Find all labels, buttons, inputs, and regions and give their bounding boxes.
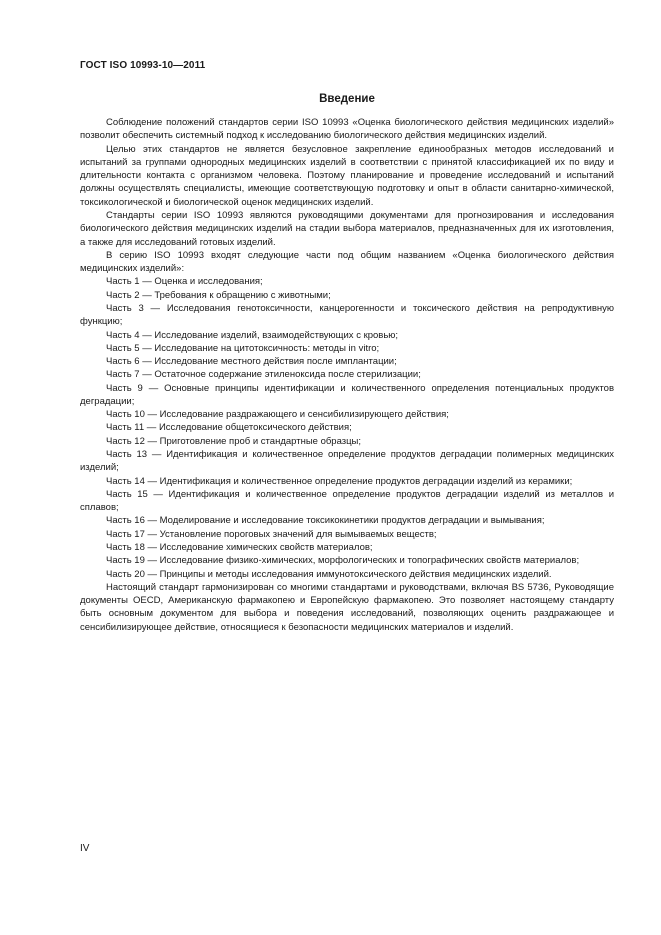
paragraph: Часть 4 — Исследование изделий, взаимодействующих с кровью; xyxy=(106,329,399,341)
paragraph: Настоящий стандарт гармонизирован со многими стандартами и руководствами, включая BS 5736, Руководящие документы OECD, Американскую фармакопею и Европейскую фармакопею. Это позволяет настоящему стандарту быть основным документом для выбора и поведения исследований, позволяющих оценить раздражающее и сенсибилизирующее действие, относящиеся к безопасности медицинских материалов и изделий. xyxy=(80,581,614,633)
paragraph: Часть 13 — Идентификация и количественное определение продуктов деградации полимерных медицинских изделий; xyxy=(80,449,614,474)
paragraph: Часть 2 — Требования к обращению с животными; xyxy=(106,289,331,301)
body-text xyxy=(80,116,614,634)
paragraph: Часть 19 — Исследование физико-химических, морфологических и топографических свойств материалов; xyxy=(106,555,580,567)
paragraph: Часть 11 — Исследование общетоксического действия; xyxy=(106,422,352,434)
paragraph: Часть 9 — Основные принципы идентификации и количественного определения потенциальных продуктов деградации; xyxy=(80,382,614,407)
paragraph: Часть 10 — Исследование раздражающего и сенсибилизирующего действия; xyxy=(106,409,449,421)
paragraph: Часть 7 — Остаточное содержание этиленоксида после стерилизации; xyxy=(106,369,421,381)
document-header: ГОСТ ISO 10993-10—2011 xyxy=(80,60,206,71)
paragraph: Часть 16 — Моделирование и исследование токсикокинетики продуктов деградации и вымывания; xyxy=(106,515,545,527)
paragraph: Часть 18 — Исследование химических свойств материалов; xyxy=(106,542,373,553)
section-title: Введение xyxy=(319,93,375,105)
paragraph: Соблюдение положений стандартов серии ISO 10993 «Оценка биологического действия медицинских изделий» позволит обеспечить системный подход к исследованию биологического действия медицинских изделий. xyxy=(80,117,614,142)
paragraph: В серию ISO 10993 входят следующие части под общим названием «Оценка биологического действия медицинских изделий»: xyxy=(80,249,614,275)
paragraph: Часть 15 — Идентификация и количественное определение продуктов деградации изделий из металлов и сплавов; xyxy=(80,488,614,514)
paragraph: Часть 14 — Идентификация и количественное определение продуктов деградации изделий из керамики; xyxy=(106,475,573,487)
paragraph: Часть 12 — Приготовление проб и стандартные образцы; xyxy=(106,435,362,447)
paragraph: Часть 17 — Установление пороговых значений для вымываемых веществ; xyxy=(106,528,437,540)
paragraph: Часть 6 — Исследование местного действия после имплантации; xyxy=(106,356,397,368)
paragraph: Стандарты серии ISO 10993 являются руководящими документами для прогнозирования и исследования биологического действия медицинских изделий на стадии выбора материалов, предназначенных для их изготовления, а также для исследований готовых изделий. xyxy=(80,209,614,248)
page-number: IV xyxy=(80,843,90,854)
paragraph: Часть 5 — Исследование на цитотоксичность: методы in vitro; xyxy=(106,342,380,354)
paragraph: Часть 1 — Оценка и исследования; xyxy=(106,276,263,288)
paragraph: Целью этих стандартов не является безусловное закрепление единообразных методов исследований и испытаний за группами однородных медицинских изделий в соответствии с принятой классификацией их по виду и длительности контакта с организмом человека. Поэтому планирование и проведение исследований и испытаний должны осуществлять специалисты, имеющие соответствующую подготовку и опыт в области санитарно-химической, токсикологической и биологической оценок медицинских изделий. xyxy=(80,143,614,208)
paragraph: Часть 3 — Исследования генотоксичности, канцерогенности и токсического действия на репродуктивную функцию; xyxy=(80,302,614,328)
paragraph: Часть 20 — Принципы и методы исследования иммунотоксического действия медицинских изделий. xyxy=(106,568,552,580)
